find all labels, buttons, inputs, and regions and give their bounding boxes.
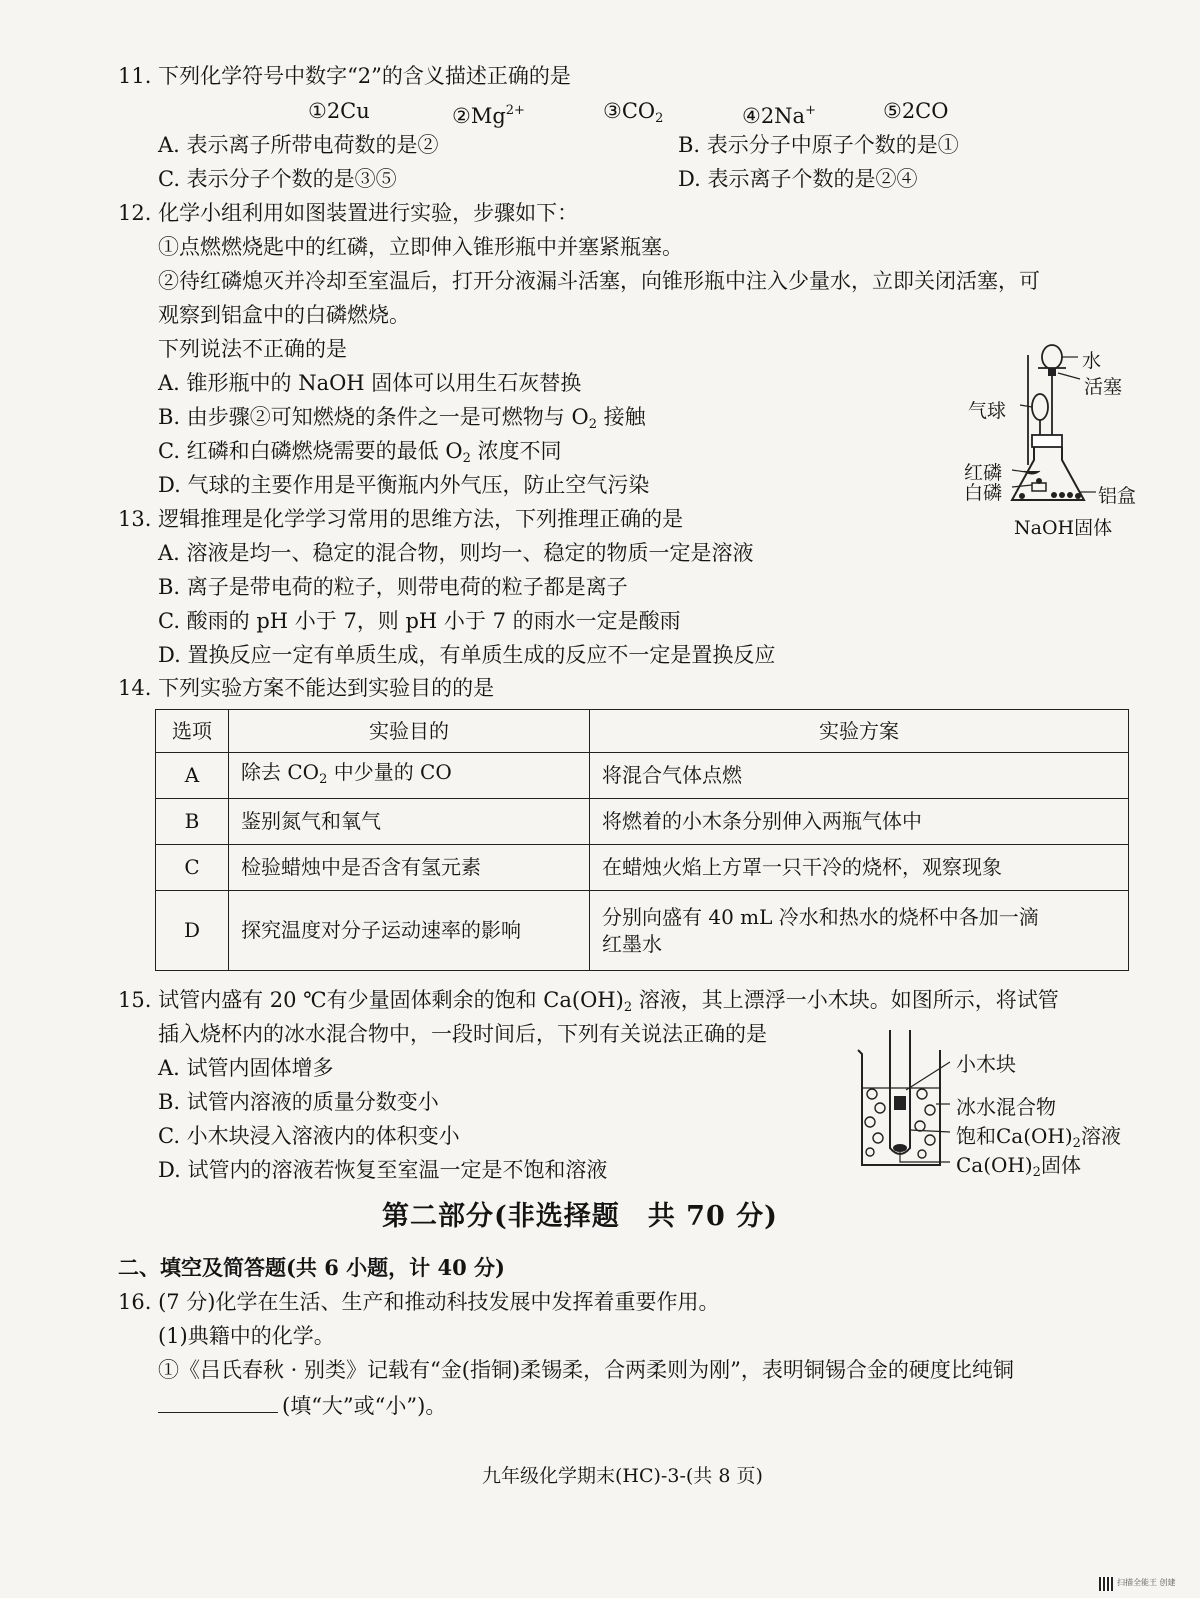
q15-option-d: D. 试管内的溶液若恢复至室温一定是不饱和溶液	[158, 1158, 608, 1182]
watermark: 扫描全能王 创建	[1117, 1578, 1176, 1587]
q11-symbol-2: $②Mg^{2+}$	[452, 103, 525, 128]
q16-item1: ①《吕氏春秋 · 别类》记载有“金(指铜)柔锡柔，合两柔则为刚”，表明铜锡合金的硬度比纯铜	[158, 1358, 1014, 1382]
q13-option-d: D. 置换反应一定有单质生成，有单质生成的反应不一定是置换反应	[158, 643, 776, 667]
calcium-hydroxide-solid	[893, 1144, 907, 1152]
q12-option-c: C. 红磷和白磷燃烧需要的最低 $O_2$ 浓度不同	[158, 439, 562, 466]
q15-option-c: C. 小木块浸入溶液内的体积变小	[158, 1124, 460, 1148]
q11-option-d: D. 表示离子个数的是②④	[678, 167, 918, 191]
table-row	[156, 891, 1129, 971]
table-header-row	[156, 710, 1129, 753]
row-option: B	[156, 799, 229, 845]
q13-stem: 13. 逻辑推理是化学学习常用的思维方法，下列推理正确的是	[118, 507, 684, 531]
q12-option-b: B. 由步骤②可知燃烧的条件之一是可燃物与 $O_2$ 接触	[158, 405, 646, 432]
q15-stem-line2: 插入烧杯内的冰水混合物中，一段时间后，下列有关说法正确的是	[158, 1022, 767, 1046]
q11-symbol-3: $③CO_2$	[603, 99, 664, 126]
row-plan: 将燃着的小木条分别伸入两瓶气体中	[590, 799, 1129, 845]
label-stopcock: 活塞	[1084, 376, 1123, 398]
q12-ask: 下列说法不正确的是	[158, 337, 347, 361]
aluminum-box	[1032, 483, 1046, 491]
label-naoh-solid: NaOH固体	[1014, 517, 1113, 539]
label-aluminum-box: 铝盒	[1098, 485, 1137, 507]
q12-stem: 12. 化学小组利用如图装置进行实验，步骤如下：	[118, 201, 579, 225]
q11-symbol-4: ④2Na+	[742, 103, 816, 128]
wood-block	[894, 1096, 906, 1110]
row-plan: 将混合气体点燃	[590, 753, 1129, 799]
row-purpose: 除去 $CO_2$ 中少量的 CO	[229, 753, 590, 799]
q11-stem: 11. 下列化学符号中数字“2”的含义描述正确的是	[118, 64, 571, 88]
row-purpose: 检验蜡烛中是否含有氢元素	[229, 845, 590, 891]
row-option: A	[156, 753, 229, 799]
q15-option-b: B. 试管内溶液的质量分数变小	[158, 1090, 439, 1114]
label-white-phosphorus: 白磷	[964, 482, 1003, 504]
row-plan: 分别向盛有 40 mL 冷水和热水的烧杯中各加一滴 红墨水	[590, 891, 1129, 971]
row-option: C	[156, 845, 229, 891]
header-plan: 实验方案	[590, 710, 1129, 753]
q11-option-b: B. 表示分子中原子个数的是①	[678, 133, 959, 157]
label-wood-block: 小木块	[956, 1052, 1016, 1076]
header-purpose: 实验目的	[229, 710, 590, 753]
q12-option-a: A. 锥形瓶中的 NaOH 固体可以用生石灰替换	[158, 371, 582, 395]
conical-flask	[1012, 447, 1084, 500]
q14-stem: 14. 下列实验方案不能达到实验目的的是	[118, 676, 495, 700]
header-option: 选项	[156, 710, 229, 753]
q12-step2-line2: 观察到铝盒中的白磷燃烧。	[158, 303, 410, 327]
section-heading: 二、填空及简答题(共 6 小题，计 40 分)	[118, 1255, 505, 1280]
q16-stem: 16. (7 分)化学在生活、生产和推动科技发展中发挥着重要作用。	[118, 1290, 720, 1314]
q11-symbol-5: ⑤2CO	[883, 99, 949, 123]
label-water: 水	[1082, 350, 1102, 372]
row-purpose: 鉴别氮气和氧气	[229, 799, 590, 845]
q16-sub1: (1)典籍中的化学。	[158, 1324, 335, 1348]
row-option: D	[156, 891, 229, 971]
part2-title: 第二部分(非选择题 共 70 分)	[382, 1201, 778, 1232]
label-solid: $Ca(OH)_2$固体	[956, 1153, 1081, 1180]
q13-option-c: C. 酸雨的 pH 小于 7，则 pH 小于 7 的雨水一定是酸雨	[158, 609, 681, 633]
funnel-bulb	[1042, 345, 1062, 369]
table-row	[156, 845, 1129, 891]
q15-option-a: A. 试管内固体增多	[158, 1056, 334, 1080]
balloon	[1032, 394, 1048, 420]
label-saturated-solution: 饱和$Ca(OH)_2$溶液	[956, 1124, 1121, 1151]
stopcock-valve	[1048, 369, 1056, 376]
table-row	[156, 753, 1129, 799]
q16-item1-tail: (填“大”或“小”)。	[158, 1392, 446, 1420]
q12-step2-line1: ②待红磷熄灭并冷却至室温后，打开分液漏斗活塞，向锥形瓶中注入少量水，立即关闭活塞，可	[158, 269, 1040, 293]
label-red-phosphorus: 红磷	[964, 462, 1003, 484]
table-row	[156, 799, 1129, 845]
page-footer: 九年级化学期末(HC)-3-(共 8 页)	[482, 1465, 763, 1487]
q11-symbol-1: ①2Cu	[308, 99, 370, 123]
q13-option-a: A. 溶液是均一、稳定的混合物，则均一、稳定的物质一定是溶液	[158, 541, 754, 565]
label-ice-water: 冰水混合物	[956, 1095, 1056, 1119]
q12-option-d: D. 气球的主要作用是平衡瓶内外气压，防止空气污染	[158, 473, 650, 497]
answer-blank[interactable]	[158, 1394, 278, 1413]
row-plan: 在蜡烛火焰上方罩一只干冷的烧杯，观察现象	[590, 845, 1129, 891]
q15-beaker-figure	[852, 1030, 962, 1170]
q15-stem-line1: 15. 试管内盛有 20 ℃有少量固体剩余的饱和 $Ca(OH)_2$ 溶液，其上漂浮一小木块。如图所示，将试管	[118, 988, 1059, 1015]
q11-option-c: C. 表示分子个数的是③⑤	[158, 167, 397, 191]
row-purpose: 探究温度对分子运动速率的影响	[229, 891, 590, 971]
qr-code-icon	[1099, 1577, 1113, 1591]
q11-option-a: A. 表示离子所带电荷数的是②	[158, 133, 439, 157]
label-balloon: 气球	[968, 400, 1007, 422]
q13-option-b: B. 离子是带电荷的粒子，则带电荷的粒子都是离子	[158, 575, 628, 599]
q12-step1: ①点燃燃烧匙中的红磷，立即伸入锥形瓶中并塞紧瓶塞。	[158, 235, 683, 259]
stopper	[1032, 435, 1062, 447]
test-tube	[890, 1030, 910, 1154]
q14-table	[155, 709, 1129, 971]
